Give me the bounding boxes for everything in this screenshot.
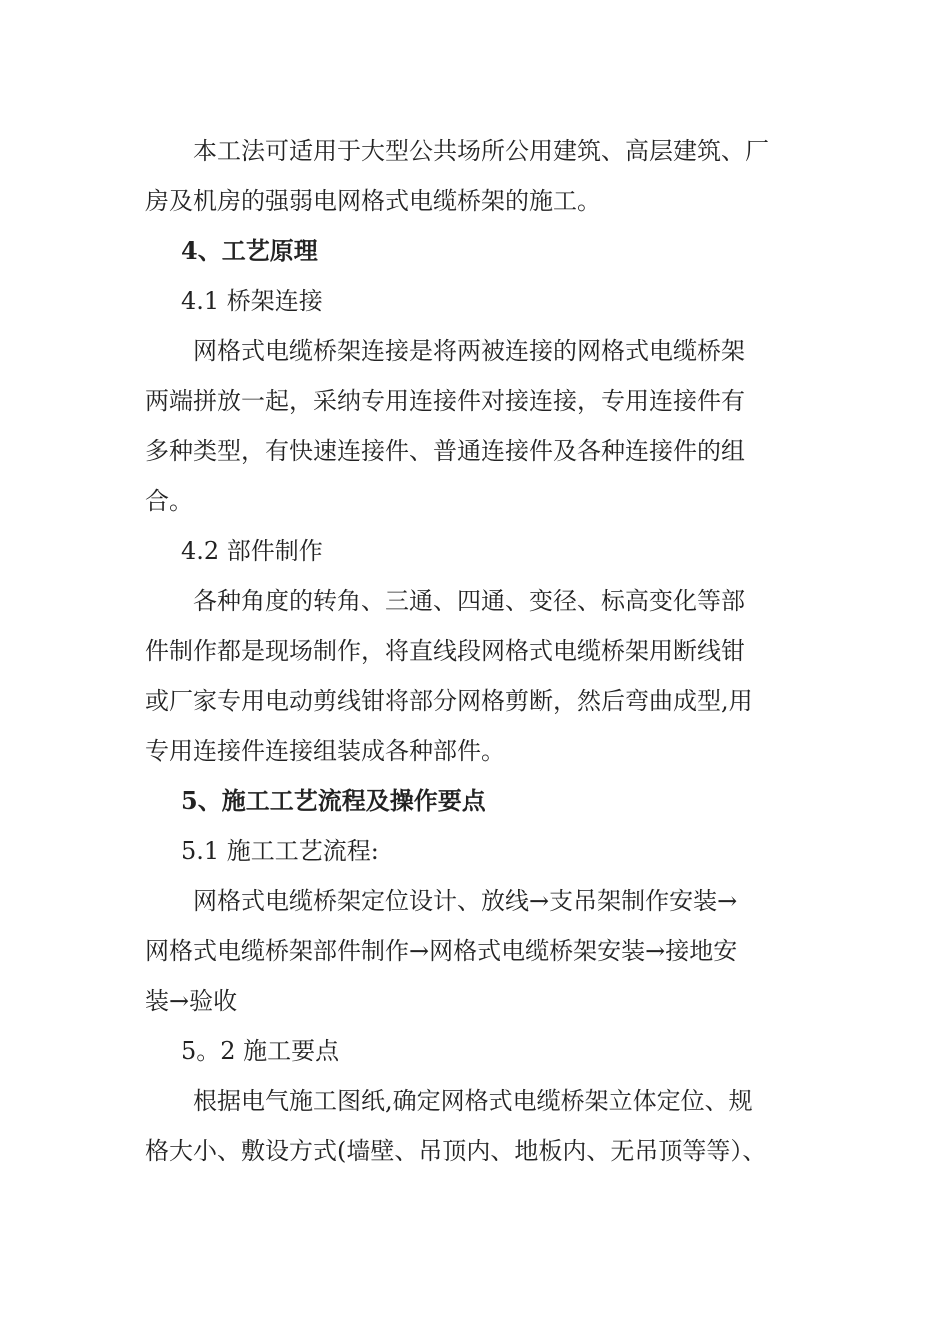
section-heading-5: 5、施工工艺流程及操作要点 <box>181 786 486 815</box>
paragraph-5-2-line-1: 根据电气施工图纸,确定网格式电缆桥架立体定位、规 <box>193 1087 753 1115</box>
paragraph-4-2-line-4: 专用连接件连接组装成各种部件。 <box>145 737 505 765</box>
paragraph-4-1-line-1: 网格式电缆桥架连接是将两被连接的网格式电缆桥架 <box>193 337 745 365</box>
paragraph-4-2-line-2: 件制作都是现场制作，将直线段网格式电缆桥架用断线钳 <box>145 637 745 665</box>
paragraph-4-2-line-1: 各种角度的转角、三通、四通、变径、标高变化等部 <box>193 587 745 615</box>
subsection-heading-5-1: 5.1 施工工艺流程: <box>181 837 379 865</box>
subsection-heading-4-1: 4.1 桥架连接 <box>181 287 323 315</box>
paragraph-scope-line-2: 房及机房的强弱电网格式电缆桥架的施工。 <box>145 187 601 215</box>
paragraph-5-2-line-2: 格大小、敷设方式(墙壁、吊顶内、地板内、无吊顶等等）、 <box>145 1137 767 1165</box>
subsection-heading-5-2: 5。2 施工要点 <box>181 1037 340 1065</box>
paragraph-4-2-line-3: 或厂家专用电动剪线钳将部分网格剪断，然后弯曲成型,用 <box>145 687 753 715</box>
paragraph-4-1-line-2: 两端拼放一起，采纳专用连接件对接连接，专用连接件有 <box>145 387 745 415</box>
paragraph-5-1-line-3: 装→验收 <box>145 987 238 1015</box>
document-page <box>145 126 815 1176</box>
paragraph-4-1-line-4: 合。 <box>145 487 193 515</box>
paragraph-5-1-line-1: 网格式电缆桥架定位设计、放线→支吊架制作安装→ <box>193 887 738 915</box>
paragraph-5-1-line-2: 网格式电缆桥架部件制作→网格式电缆桥架安装→接地安 <box>145 937 738 965</box>
subsection-heading-4-2: 4.2 部件制作 <box>181 537 323 565</box>
section-heading-4: 4、工艺原理 <box>181 236 318 265</box>
paragraph-4-1-line-3: 多种类型，有快速连接件、普通连接件及各种连接件的组 <box>145 437 745 465</box>
paragraph-scope-line-1: 本工法可适用于大型公共场所公用建筑、高层建筑、厂 <box>193 137 769 165</box>
